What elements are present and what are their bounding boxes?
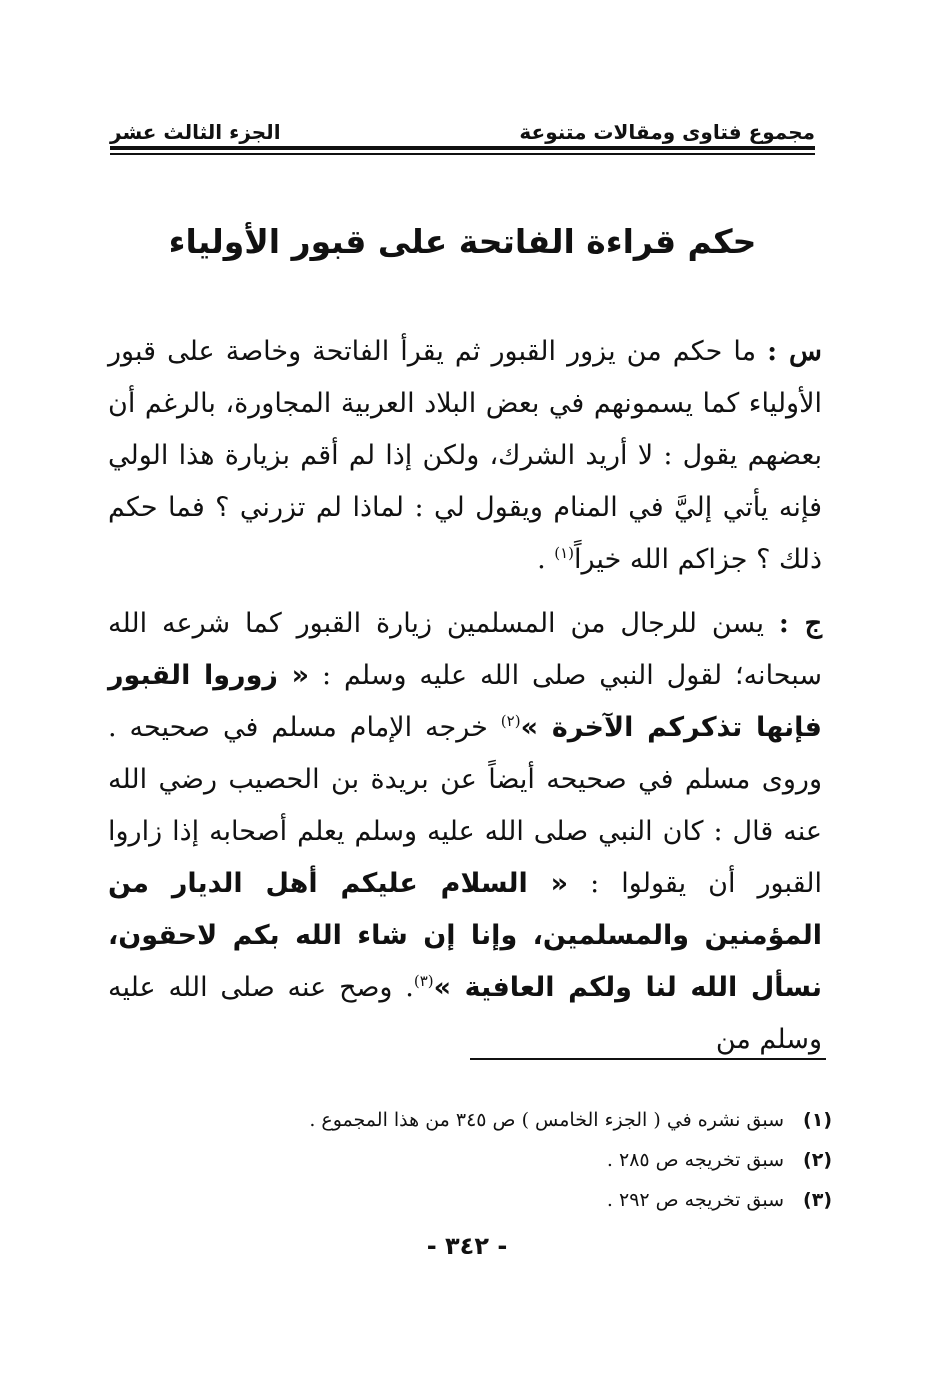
question-text: ما حكم من يزور القبور ثم يقرأ الفاتحة وخاصة على قبور الأولياء كما يسمونهم في بعض البلاد العربية المجاورة، بالرغم أن بعضهم يقول : لا أريد الشرك، ولكن إذا لم أقم بزيارة هذا الولي فإنه يأتي إليَّ في المنام ويقول لي : لماذا لم تزرني ؟ فما حكم ذلك ؟ جزاكم الله خيراً (108, 336, 822, 575)
body-text (108, 326, 822, 1078)
footnote-ref-1[interactable]: (١) (554, 544, 575, 562)
page-title: حكم قراءة الفاتحة على قبور الأولياء (168, 222, 757, 261)
question-label: س : (767, 336, 822, 367)
header-rule-thick (110, 146, 815, 150)
hadith-quote-1: « زوروا القبور فإنها تذكركم الآخرة » (108, 660, 822, 743)
footnote-number: (٢) (803, 1149, 832, 1171)
question-end: . (537, 544, 546, 575)
answer-part-2: خرجه الإمام مسلم في صحيحه . وروى مسلم في صحيحه أيضاً عن بريدة بن الحصيب رضي الله عنه قال : كان النبي صلى الله عليه وسلم يعلم أصحابه إذا زاروا القبور أن يقولوا : (108, 712, 822, 899)
footnote-number: (١) (803, 1109, 832, 1131)
footnote-text: سبق تخريجه ص ٢٨٥ . (606, 1149, 784, 1171)
footnote-ref-3[interactable]: (٣) (413, 972, 434, 990)
page-number: - ٣٤٢ - (426, 1232, 508, 1260)
footnote-number: (٣) (803, 1189, 832, 1211)
answer-paragraph (108, 598, 822, 1066)
header-rule-thin (110, 153, 815, 155)
footnote-text: سبق تخريجه ص ٢٩٢ . (606, 1189, 784, 1211)
question-paragraph (108, 326, 822, 586)
footnote-item (108, 1140, 832, 1180)
answer-part-1: يسن للرجال من المسلمين زيارة القبور كما شرعه الله سبحانه؛ لقول النبي صلى الله عليه وسلم : (108, 608, 822, 691)
running-header (110, 108, 815, 144)
footnote-item (108, 1180, 832, 1220)
footnote-text: سبق نشره في ( الجزء الخامس ) ص ٣٤٥ من هذا المجموع . (309, 1109, 784, 1131)
answer-part-3: . وصح عنه صلى الله عليه وسلم من (108, 972, 822, 1055)
answer-label: ج : (778, 608, 822, 639)
header-volume: الجزء الثالث عشر (110, 120, 281, 144)
footnotes (108, 1100, 832, 1220)
footnote-item (108, 1100, 832, 1140)
footnote-separator (470, 1058, 826, 1060)
footnote-ref-2[interactable]: (٢) (500, 712, 521, 730)
header-book-title: مجموع فتاوى ومقالات متنوعة (519, 120, 815, 144)
hadith-quote-2: « السلام عليكم أهل الديار من المؤمنين والمسلمين، وإنا إن شاء الله بكم لاحقون، نسأل الله لنا ولكم العافية » (108, 868, 822, 1003)
